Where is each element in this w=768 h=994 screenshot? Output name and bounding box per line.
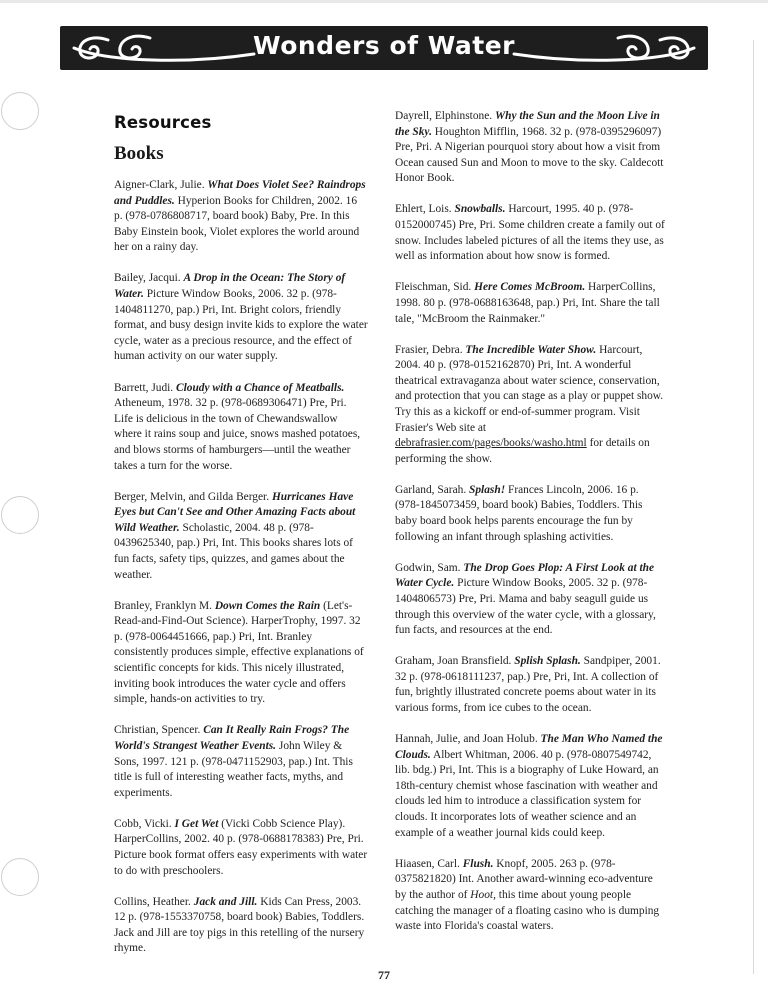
banner-title: Wonders of Water [253,31,515,60]
page-edge [0,0,768,3]
book-entry: Cobb, Vicki. I Get Wet (Vicki Cobb Science Play). HarperCollins, 2002. 40 p. (978-0688178383) Pre, Pri. Picture book format offers easy experiments with water to do with preschoolers. [114,817,368,877]
book-entry: Hiaasen, Carl. Flush. Knopf, 2005. 263 p. (978-0375821820) Int. Another award-winning eco-adventure by the author of Hoot, this time about young people catching the manager of a floating casino who is dumping waste into Florida's coastal waters. [395,857,660,933]
punch-hole-middle [1,496,39,534]
page-fold-line [753,40,754,974]
book-entry: Frasier, Debra. The Incredible Water Show. Harcourt, 2004. 40 p. (978-0152162870) Pri, Int. A wonderful theatrical extravaganza about water science, conservation, and protection that you can stage as a play or puppet show. Try this as a kickoff or end-of-summer program. Visit Frasier's Web site at debrafrasier.com/pages/books/washo.html for details on performing the show. [395,343,664,465]
book-entry: Berger, Melvin, and Gilda Berger. Hurricanes Have Eyes but Can't See and Other Amazing Facts about Wild Weather. Scholastic, 2004. 48 p. (978-0439625340, pap.) Pri, Int. This books shares lots of fun facts, safety tips, quizzes, and games about the weather. [114,490,356,581]
punch-hole-top [1,92,39,130]
punch-hole-bottom [1,858,39,896]
book-entry: Garland, Sarah. Splash! Frances Lincoln, 2006. 16 p. (978-1845073459, board book) Babies, Toddlers. This baby board book helps parents encourage the fun by following an infant through splashing activities. [395,483,643,543]
book-entry: Aigner-Clark, Julie. What Does Violet See? Raindrops and Puddles. Hyperion Books for Children, 2002. 16 p. (978-0786808717, board book) Baby, Pre. In this Baby Einstein book, Violet explores the world around her on a rainy day. [114,179,366,254]
book-entry: Godwin, Sam. The Drop Goes Plop: A First Look at the Water Cycle. Picture Window Books, 2005. 32 p. (978-1404806573) Pre, Pri. Mama and baby seagull guide us through this overview of the water cycle, with a glossary, fun facts, and resources at the end. [395,561,656,637]
book-entry: Graham, Joan Bransfield. Splish Splash. Sandpiper, 2001. 32 p. (978-0618111237, pap.) Pre, Pri, Int. A collection of fun, brightly illustrated concrete poems about water in its various forms, from ice cubes to the ocean. [395,655,661,714]
book-entry: Ehlert, Lois. Snowballs. Harcourt, 1995. 40 p. (978-0152000745) Pre, Pri. Some children create a family out of snow. Includes labeled pictures of all the items they use, as well as information about how snow is formed. [395,203,665,263]
book-entry: Branley, Franklyn M. Down Comes the Rain (Let's-Read-and-Find-Out Science). HarperTrophy, 1997. 32 p. (978-0064451666, pap.) Pri, Int. Branley consistently produces simple, effective explanations of scientific concepts for kids. This nicely illustrated, inviting book introduces the water cycle and offers simple, hands-on activities to try. [114,599,364,706]
book-entry: Bailey, Jacqui. A Drop in the Ocean: The Story of Water. Picture Window Books, 2006. 32 p. (978-1404811270, pap.) Pri, Int. Bright colors, friendly format, and busy design invite kids to explore the water cycle, water as a precious resource, and the effect of human activity on our water supply. [114,272,368,363]
page-number: 77 [378,968,390,982]
section-heading: Resources [114,113,212,132]
book-entry: Dayrell, Elphinstone. Why the Sun and the Moon Live in the Sky. Houghton Mifflin, 1968. 32 p. (978-0395296097) Pre, Pri. A Nigerian pourquoi story about how a visit from Ocean caused Sun and Moon to move to the sky. Caldecott Honor Book. [395,110,664,185]
books-subheading: Books [114,143,164,164]
left-column [114,113,368,973]
right-column [395,109,665,950]
book-entry: Christian, Spencer. Can It Really Rain Frogs? The World's Strangest Weather Events. John Wiley & Sons, 1997. 121 p. (978-0471152903, pap.) Int. This title is full of interesting weather facts, myths, and experiments. [114,724,353,799]
header-banner [60,26,708,70]
book-entry: Fleischman, Sid. Here Comes McBroom. HarperCollins, 1998. 80 p. (978-0688163648, pap.) Pri, Int. Share the tall tale, "McBroom the Rainmaker." [395,281,660,325]
book-entry: Hannah, Julie, and Joan Holub. The Man Who Named the Clouds. Albert Whitman, 2006. 40 p. (978-0807549742, lib. bdg.) Pri, Int. This is a biography of Luke Howard, an 18th-century chemist whose fascination with weather and clouds led him to introduce a classification system for clouds. It incorporates lots of weather science and an example of a weather journal kids could keep. [395,733,663,839]
book-entry: Collins, Heather. Jack and Jill. Kids Can Press, 2003. 12 p. (978-1553370758, board book) Babies, Toddlers. Jack and Jill are toy pigs in this retelling of the nursery rhyme. [114,895,365,955]
book-entry: Barrett, Judi. Cloudy with a Chance of Meatballs. Atheneum, 1978. 32 p. (978-0689306471) Pre, Pri. Life is delicious in the town of Chewandswallow where it rains soup and juice, snows mashed potatoes, and blows storms of hamburgers—until the weather takes a turn for the worse. [114,381,361,472]
website-link[interactable]: debrafrasier.com/pages/books/washo.html [395,437,587,450]
